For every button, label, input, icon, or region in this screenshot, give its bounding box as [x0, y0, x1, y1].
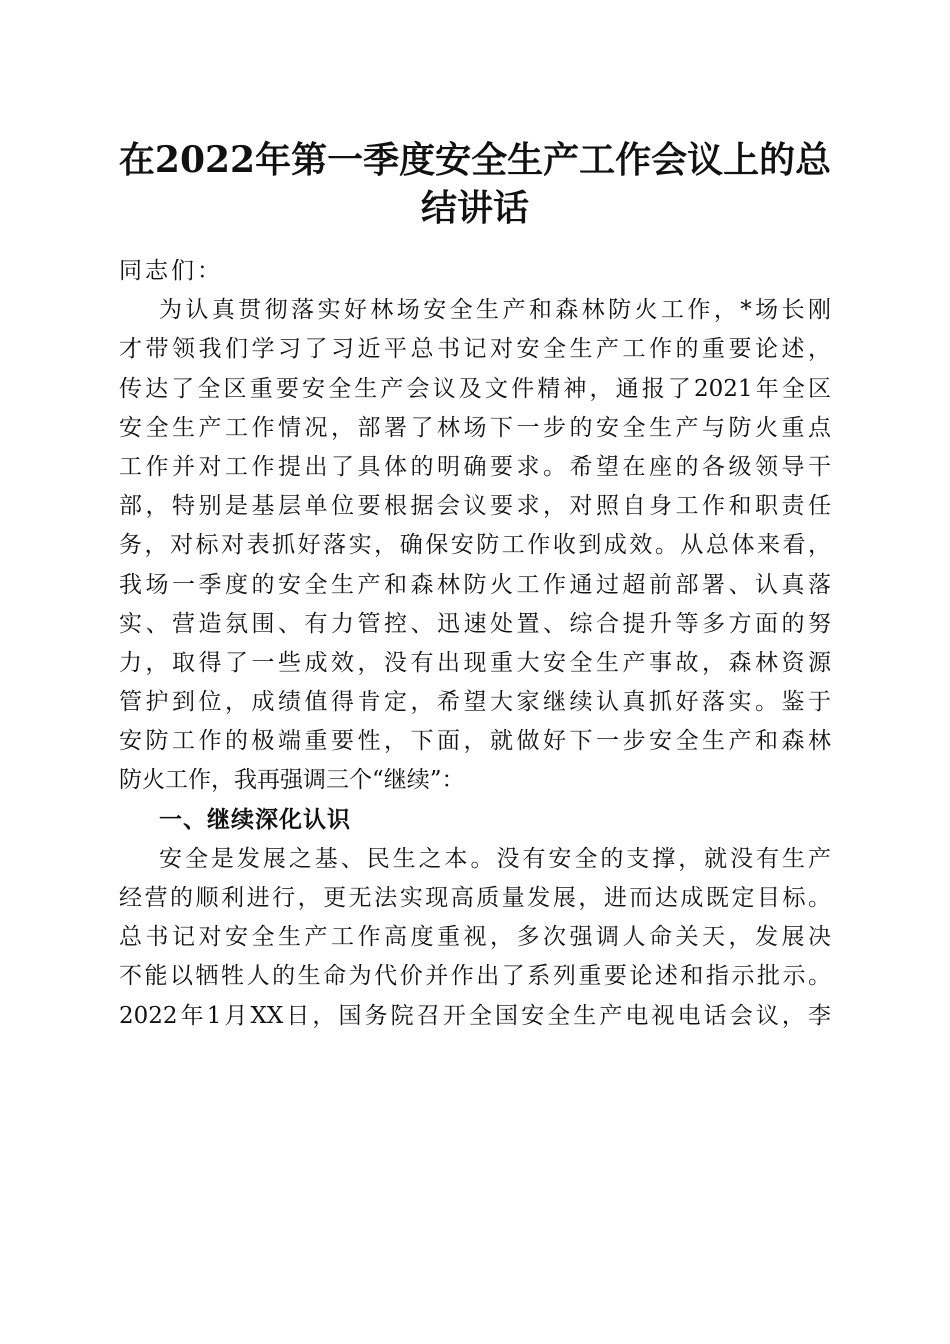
- paragraph-line: 我场一季度的安全生产和森林防火工作通过超前部署、认真落: [119, 571, 831, 598]
- paragraph-line: 管护到位，成绩值得肯定，希望大家继续认真抓好落实。鉴于: [119, 689, 831, 716]
- title-line-2: 结讲话: [420, 187, 529, 229]
- paragraph-2: [119, 840, 831, 1036]
- salutation: 同志们：: [119, 258, 223, 284]
- paragraph-line: 工作并对工作提出了具体的明确要求。希望在座的各级领导干: [119, 453, 831, 480]
- document-body: [119, 252, 831, 1036]
- paragraph-line: 总书记对安全生产工作高度重视，多次强调人命关天，发展决: [119, 924, 831, 951]
- paragraph-line: 不能以牺牲人的生命为代价并作出了系列重要论述和指示批示。: [119, 963, 831, 990]
- paragraph-line: 安防工作的极端重要性，下面，就做好下一步安全生产和森林: [119, 728, 831, 755]
- paragraph-line: 防火工作，我再强调三个“继续”：: [119, 767, 465, 794]
- paragraph-line: 才带领我们学习了习近平总书记对安全生产工作的重要论述，: [119, 336, 831, 363]
- paragraph-line: 力，取得了一些成效，没有出现重大安全生产事故，森林资源: [119, 649, 831, 676]
- paragraph-line: 为认真贯彻落实好林场安全生产和森林防火工作，*场长刚: [159, 297, 831, 324]
- paragraph-line: 务，对标对表抓好落实，确保安防工作收到成效。从总体来看，: [119, 532, 831, 559]
- paragraph-line: 实、营造氛围、有力管控、迅速处置、综合提升等多方面的努: [119, 610, 831, 637]
- paragraph-line: 传达了全区重要安全生产会议及文件精神，通报了2021年全区: [119, 375, 831, 402]
- section-heading: 一、继续深化认识: [159, 806, 351, 833]
- paragraph-1: [119, 291, 831, 800]
- paragraph-line: 部，特别是基层单位要根据会议要求，对照自身工作和职责任: [119, 493, 831, 520]
- paragraph-line: 安全生产工作情况，部署了林场下一步的安全生产与防火重点: [119, 414, 831, 441]
- paragraph-line: 安全是发展之基、民生之本。没有安全的支撑，就没有生产: [159, 845, 831, 872]
- title-line-1: 在2022年第一季度安全生产工作会议上的总: [118, 139, 832, 181]
- document-title: [110, 136, 840, 232]
- paragraph-line: 2022年1月XX日，国务院召开全国安全生产电视电话会议，李: [119, 1002, 831, 1029]
- paragraph-line: 经营的顺利进行，更无法实现高质量发展，进而达成既定目标。: [119, 885, 831, 911]
